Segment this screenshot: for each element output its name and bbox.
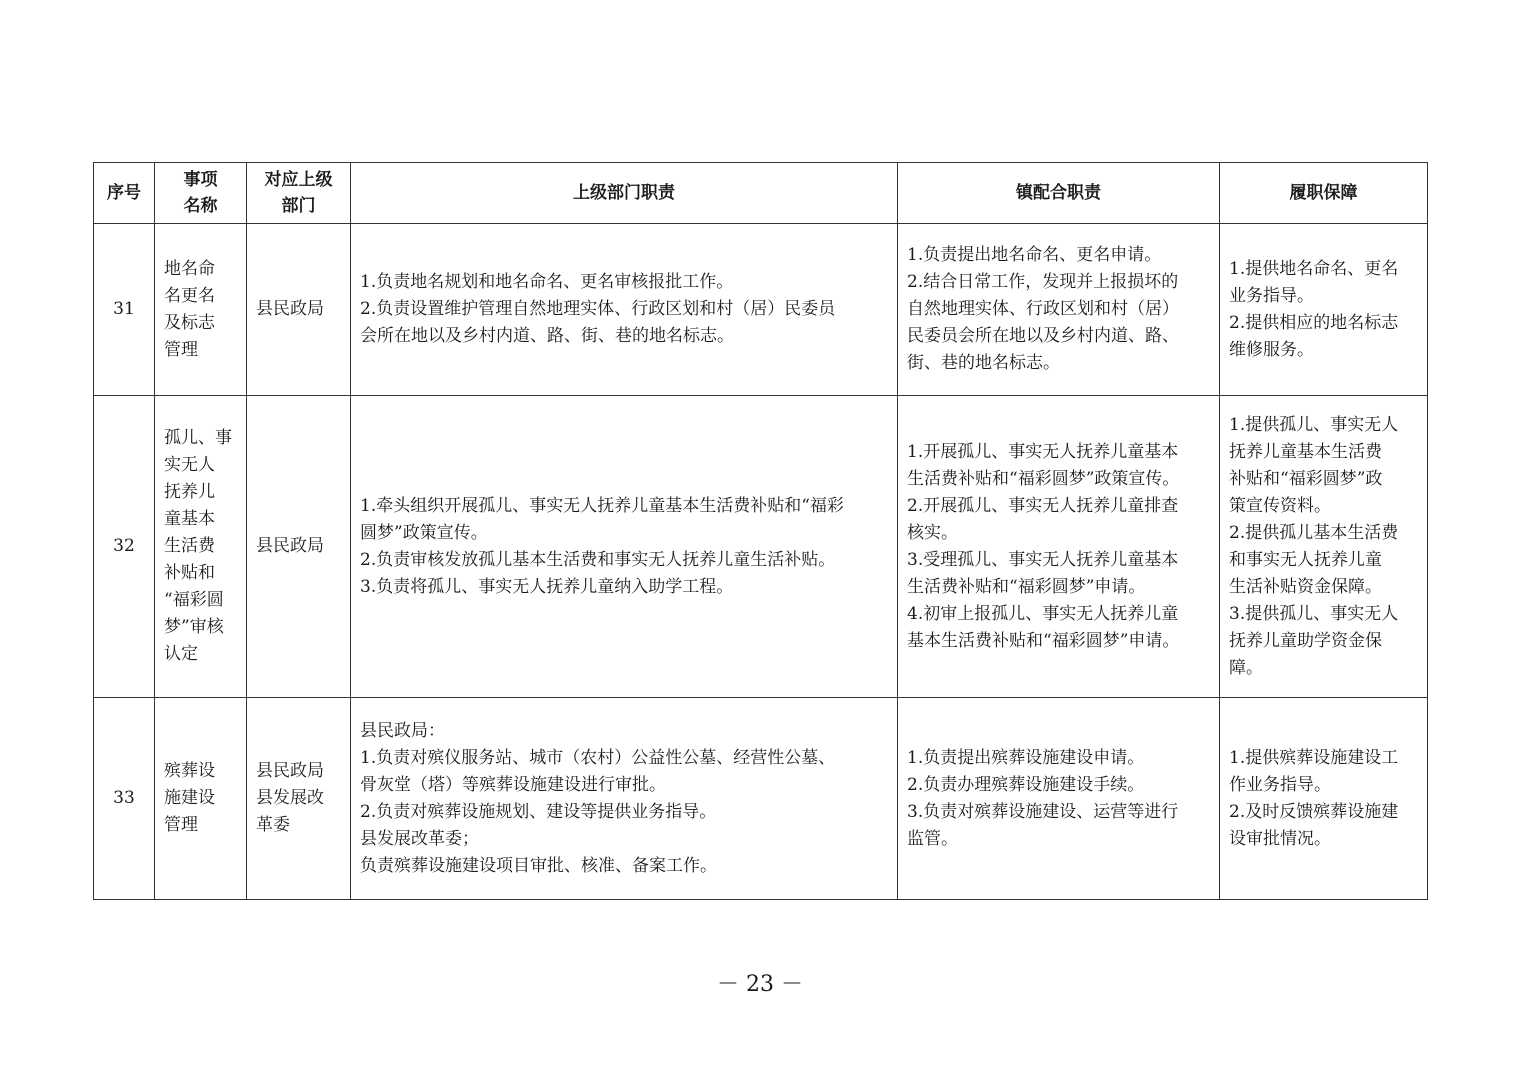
upper-department — [247, 698, 351, 900]
duty-line: 1.开展孤儿、事实无人抚养儿童基本 — [907, 441, 1179, 462]
upper-duties — [351, 396, 898, 698]
guarantee-line: 1.提供地名命名、更名 — [1229, 258, 1399, 279]
item-name-line: 生活费 — [164, 536, 215, 556]
header-name-line: 事项 — [183, 170, 218, 190]
header-name-line: 名称 — [183, 196, 218, 216]
duty-line: 会所在地以及乡村内道、路、街、巷的地名标志。 — [360, 326, 734, 346]
header-town-duties: 镇配合职责 — [898, 163, 1220, 224]
department-line: 县民政局 — [256, 536, 324, 556]
duty-line: 民委员会所在地以及乡村内道、路、 — [907, 326, 1179, 346]
table-row — [94, 396, 1428, 698]
duty-line: 圆梦”政策宣传。 — [360, 522, 488, 543]
duty-table — [93, 162, 1428, 900]
item-name-line: 补贴和 — [164, 563, 215, 583]
duty-line: 3.负责将孤儿、事实无人抚养儿童纳入助学工程。 — [360, 576, 734, 597]
duty-line: 生活费补贴和“福彩圆梦”申请。 — [907, 576, 1146, 597]
department-line: 县发展改 — [256, 788, 324, 808]
duty-line: 县发展改革委； — [360, 828, 479, 849]
duty-line: 县民政局： — [360, 720, 445, 741]
duty-guarantee — [1220, 224, 1428, 396]
guarantee-line: 补贴和“福彩圆梦”政 — [1229, 468, 1383, 489]
guarantee-line: 1.提供殡葬设施建设工 — [1229, 747, 1399, 768]
duty-line: 2.负责办理殡葬设施建设手续。 — [907, 774, 1145, 795]
duty-line: 生活费补贴和“福彩圆梦”政策宣传。 — [907, 468, 1180, 489]
table-row — [94, 698, 1428, 900]
item-name-line: 童基本 — [164, 509, 215, 529]
table-header-row — [94, 163, 1428, 224]
header-dept-line: 对应上级 — [264, 170, 333, 190]
guarantee-line: 作业务指导。 — [1229, 774, 1331, 795]
duty-line: 1.负责提出地名命名、更名申请。 — [907, 245, 1162, 265]
upper-department — [247, 396, 351, 698]
department-line: 革委 — [256, 815, 290, 835]
guarantee-line: 2.及时反馈殡葬设施建 — [1229, 801, 1399, 822]
guarantee-line: 3.提供孤儿、事实无人 — [1229, 603, 1399, 624]
duty-line: 1.负责对殡仪服务站、城市（农村）公益性公墓、经营性公墓、 — [360, 747, 836, 768]
guarantee-line: 1.提供孤儿、事实无人 — [1229, 414, 1399, 435]
upper-department — [247, 224, 351, 396]
duty-line: 骨灰堂（塔）等殡葬设施建设进行审批。 — [360, 774, 666, 795]
duty-guarantee — [1220, 698, 1428, 900]
guarantee-line: 设审批情况。 — [1229, 828, 1331, 849]
guarantee-line: 2.提供相应的地名标志 — [1229, 312, 1399, 333]
header-guarantee: 履职保障 — [1220, 163, 1428, 224]
duty-line: 2.负责对殡葬设施规划、建设等提供业务指导。 — [360, 801, 717, 822]
duty-guarantee — [1220, 396, 1428, 698]
guarantee-line: 2.提供孤儿基本生活费 — [1229, 522, 1399, 543]
item-name-line: 管理 — [164, 815, 198, 835]
item-name — [155, 224, 247, 396]
guarantee-line: 抚养儿童助学资金保 — [1229, 630, 1382, 651]
item-name-line: 地名命 — [164, 258, 215, 279]
town-duties — [898, 224, 1220, 396]
duty-line: 2.开展孤儿、事实无人抚养儿童排查 — [907, 495, 1179, 516]
header-upper-duties: 上级部门职责 — [351, 163, 898, 224]
guarantee-line: 障。 — [1229, 657, 1263, 678]
header-name — [155, 163, 247, 224]
header-dept-line: 部门 — [281, 196, 316, 216]
guarantee-line: 和事实无人抚养儿童 — [1229, 549, 1382, 570]
item-name — [155, 396, 247, 698]
duty-line: 监管。 — [907, 828, 958, 849]
row-number: 32 — [94, 396, 155, 698]
upper-duties — [351, 224, 898, 396]
row-number: 31 — [94, 224, 155, 396]
duty-line: 2.结合日常工作，发现并上报损坏的 — [907, 272, 1179, 292]
guarantee-line: 抚养儿童基本生活费 — [1229, 441, 1382, 462]
item-name-line: 及标志 — [164, 312, 215, 333]
duty-line: 3.受理孤儿、事实无人抚养儿童基本 — [907, 549, 1179, 570]
item-name-line: 施建设 — [164, 788, 215, 808]
guarantee-line: 策宣传资料。 — [1229, 495, 1331, 516]
duty-line: 核实。 — [907, 522, 958, 543]
duty-line: 3.负责对殡葬设施建设、运营等进行 — [907, 801, 1179, 822]
duty-line: 1.牵头组织开展孤儿、事实无人抚养儿童基本生活费补贴和“福彩 — [360, 495, 844, 516]
item-name-line: 孤儿、事 — [164, 428, 232, 448]
item-name-line: 殡葬设 — [164, 761, 215, 781]
department-line: 县民政局 — [256, 761, 324, 781]
page-number: － 23 － — [717, 972, 803, 997]
duty-line: 街、巷的地名标志。 — [907, 353, 1060, 373]
duty-line: 基本生活费补贴和“福彩圆梦”申请。 — [907, 630, 1180, 651]
duty-line: 4.初审上报孤儿、事实无人抚养儿童 — [907, 603, 1179, 624]
guarantee-line: 维修服务。 — [1229, 339, 1314, 360]
item-name-line: 认定 — [164, 644, 198, 664]
duty-line: 1.负责地名规划和地名命名、更名审核报批工作。 — [360, 272, 734, 292]
item-name-line: 管理 — [164, 339, 198, 360]
item-name-line: 实无人 — [164, 455, 215, 475]
duty-line: 2.负责审核发放孤儿基本生活费和事实无人抚养儿童生活补贴。 — [360, 549, 836, 570]
item-name-line: “福彩圆 — [164, 590, 224, 610]
duty-line: 2.负责设置维护管理自然地理实体、行政区划和村（居）民委员 — [360, 299, 836, 319]
row-number: 33 — [94, 698, 155, 900]
item-name — [155, 698, 247, 900]
guarantee-line: 生活补贴资金保障。 — [1229, 576, 1382, 597]
department-line: 县民政局 — [256, 299, 324, 319]
guarantee-line: 业务指导。 — [1229, 285, 1314, 306]
item-name-line: 名更名 — [164, 285, 215, 306]
town-duties — [898, 396, 1220, 698]
duty-line: 负责殡葬设施建设项目审批、核准、备案工作。 — [360, 855, 717, 876]
item-name-line: 抚养儿 — [164, 482, 215, 502]
duty-line: 1.负责提出殡葬设施建设申请。 — [907, 747, 1145, 768]
header-dept — [247, 163, 351, 224]
upper-duties — [351, 698, 898, 900]
table-row — [94, 224, 1428, 396]
header-no: 序号 — [94, 163, 155, 224]
town-duties — [898, 698, 1220, 900]
duty-line: 自然地理实体、行政区划和村（居） — [907, 299, 1179, 319]
item-name-line: 梦”审核 — [164, 617, 224, 637]
